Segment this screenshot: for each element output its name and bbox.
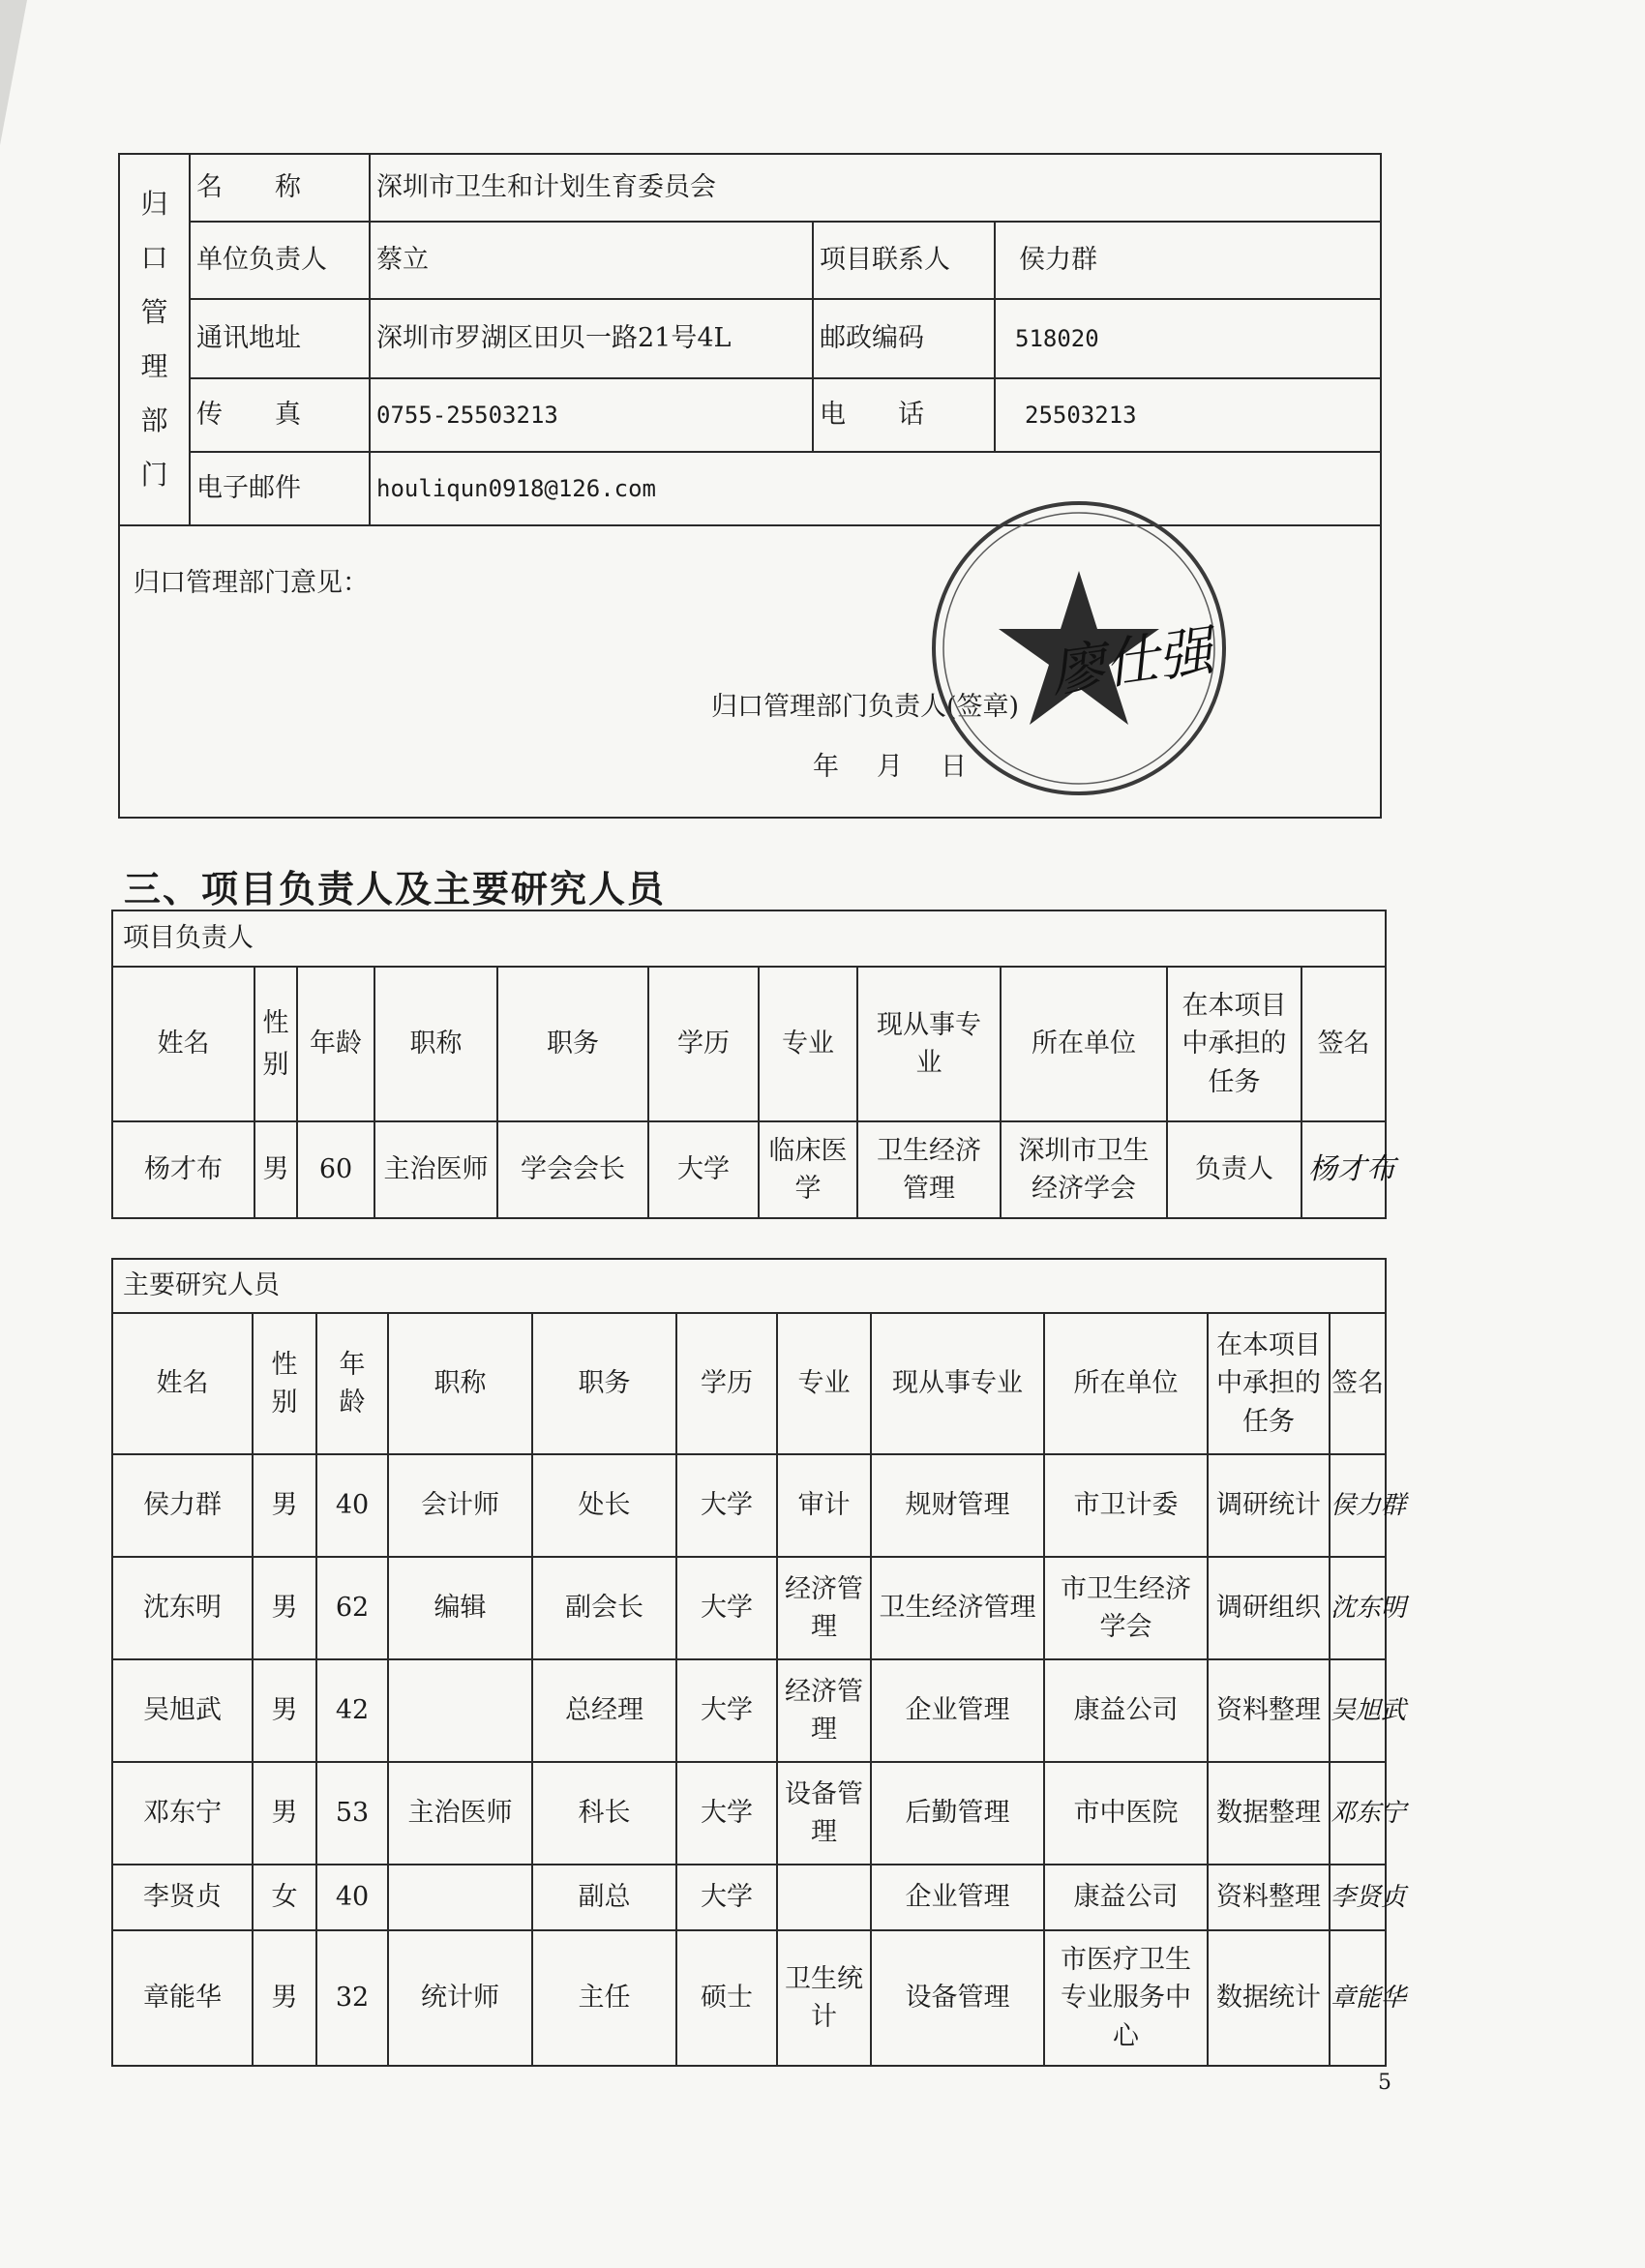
header-age: 年龄: [297, 967, 374, 1121]
researcher-education: 大学: [676, 1762, 777, 1865]
researcher-age: 53: [316, 1762, 388, 1865]
researcher-name: 李贤贞: [112, 1865, 253, 1930]
r-header-current-field: 现从事专业: [871, 1313, 1044, 1454]
researcher-gender: 女: [253, 1865, 316, 1930]
email-label: 电子邮件: [190, 452, 370, 525]
header-task: 在本项目中承担的任务: [1167, 967, 1301, 1121]
opinion-label: 归口管理部门意见：: [134, 568, 369, 598]
researcher-major: [777, 1865, 871, 1930]
table-row: [112, 1454, 1386, 1557]
researcher-signature: [1330, 1659, 1407, 1762]
researchers-section-label: 主要研究人员: [112, 1259, 1386, 1313]
researcher-signature: [1330, 1762, 1407, 1865]
researcher-signature: [1330, 1454, 1407, 1557]
researcher-gender: 男: [253, 1557, 316, 1659]
researcher-name: 侯力群: [112, 1454, 253, 1557]
researcher-task: 调研统计: [1208, 1454, 1330, 1557]
header-current-field: 现从事专业: [857, 967, 1001, 1121]
researcher-name: 沈东明: [112, 1557, 253, 1659]
r-header-major: 专业: [777, 1313, 871, 1454]
researcher-unit: 市卫生经济学会: [1044, 1557, 1208, 1659]
address-value: 深圳市罗湖区田贝一路21号4L: [370, 299, 813, 378]
researcher-current-field: 设备管理: [871, 1930, 1044, 2066]
researcher-major: 审计: [777, 1454, 871, 1557]
researcher-unit: 市卫计委: [1044, 1454, 1208, 1557]
r-header-unit: 所在单位: [1044, 1313, 1208, 1454]
researcher-task: 数据整理: [1208, 1762, 1330, 1865]
researcher-task: 资料整理: [1208, 1659, 1330, 1762]
researcher-signature-text: 邓东宁: [1331, 1799, 1407, 1829]
zip-value: 518020: [995, 299, 1381, 378]
researcher-gender: 男: [253, 1454, 316, 1557]
address-label: 通讯地址: [190, 299, 370, 378]
researcher-signature-text: 侯力群: [1331, 1491, 1407, 1521]
researchers-rows: [112, 1454, 1407, 2066]
leader-title: 主治医师: [374, 1121, 497, 1218]
leader-age: 60: [297, 1121, 374, 1218]
r-header-gender: 性别: [253, 1313, 316, 1454]
researcher-name: 邓东宁: [112, 1762, 253, 1865]
researcher-signature-text: 吴旭武: [1331, 1696, 1407, 1726]
header-education: 学历: [648, 967, 759, 1121]
researcher-age: 62: [316, 1557, 388, 1659]
researcher-gender: 男: [253, 1762, 316, 1865]
researcher-position: 科长: [532, 1762, 676, 1865]
researcher-task: 调研组织: [1208, 1557, 1330, 1659]
researcher-signature-text: 李贤贞: [1331, 1883, 1407, 1913]
contact-label: 项目联系人: [813, 222, 995, 299]
leader-table: [111, 910, 1395, 1219]
r-header-task: 在本项目中承担的任务: [1208, 1313, 1330, 1454]
researcher-unit: 康益公司: [1044, 1865, 1208, 1930]
phone-label: 电 话: [813, 378, 995, 452]
phone-value: 25503213: [995, 378, 1381, 452]
researcher-position: 主任: [532, 1930, 676, 2066]
researcher-unit: 市医疗卫生专业服务中心: [1044, 1930, 1208, 2066]
r-header-education: 学历: [676, 1313, 777, 1454]
researcher-signature: [1330, 1930, 1407, 2066]
researcher-signature: [1330, 1557, 1407, 1659]
zip-label: 邮政编码: [813, 299, 995, 378]
leader-task: 负责人: [1167, 1121, 1301, 1218]
r-header-title: 职称: [388, 1313, 532, 1454]
researcher-name: 吴旭武: [112, 1659, 253, 1762]
researcher-title: [388, 1659, 532, 1762]
researcher-position: 副总: [532, 1865, 676, 1930]
researcher-education: 大学: [676, 1865, 777, 1930]
researcher-title: [388, 1865, 532, 1930]
leader-position: 学会会长: [497, 1121, 648, 1218]
date-label: 年 月 日: [813, 752, 972, 782]
researcher-major: 卫生统计: [777, 1930, 871, 2066]
fax-label: 传 真: [190, 378, 370, 452]
name-label: 名 称: [190, 154, 370, 222]
researcher-education: 硕士: [676, 1930, 777, 2066]
header-gender: 性别: [254, 967, 297, 1121]
researcher-major: 经济管理: [777, 1659, 871, 1762]
unit-side-label: [119, 154, 190, 525]
r-header-name: 姓名: [112, 1313, 253, 1454]
researcher-title: 主治医师: [388, 1762, 532, 1865]
header-major: 专业: [759, 967, 857, 1121]
researcher-age: 32: [316, 1930, 388, 2066]
leader-section-label: 项目负责人: [112, 910, 1386, 967]
researcher-age: 40: [316, 1865, 388, 1930]
fax-value: 0755-25503213: [370, 378, 813, 452]
researcher-major: 经济管理: [777, 1557, 871, 1659]
researcher-signature-text: 章能华: [1331, 1984, 1407, 2014]
unit-side-label-text: 归口管理部门: [140, 188, 168, 491]
table-row: [112, 1659, 1386, 1762]
r-header-age: 年龄: [316, 1313, 388, 1454]
researcher-unit: 康益公司: [1044, 1659, 1208, 1762]
researcher-education: 大学: [676, 1557, 777, 1659]
page-corner-shadow: [0, 0, 27, 145]
researcher-position: 副会长: [532, 1557, 676, 1659]
table-row: [112, 1930, 1386, 2066]
contact-value: 侯力群: [995, 222, 1381, 299]
table-row: [112, 1865, 1386, 1930]
leader-signature: [1301, 1121, 1395, 1218]
leader-major: 临床医学: [759, 1121, 857, 1218]
researcher-age: 40: [316, 1454, 388, 1557]
researcher-major: 设备管理: [777, 1762, 871, 1865]
table-row: [112, 1762, 1386, 1865]
researcher-position: 处长: [532, 1454, 676, 1557]
researcher-current-field: 卫生经济管理: [871, 1557, 1044, 1659]
researcher-unit: 市中医院: [1044, 1762, 1208, 1865]
researcher-task: 数据统计: [1208, 1930, 1330, 2066]
leader-signature-text: 杨才布: [1308, 1152, 1395, 1187]
researcher-task: 资料整理: [1208, 1865, 1330, 1930]
leader-label: 单位负责人: [190, 222, 370, 299]
leader-education: 大学: [648, 1121, 759, 1218]
email-value: houliqun0918@126.com: [370, 452, 1381, 525]
researcher-position: 总经理: [532, 1659, 676, 1762]
section-title: 三、项目负责人及主要研究人员: [124, 868, 667, 910]
header-title: 职称: [374, 967, 497, 1121]
researcher-title: 统计师: [388, 1930, 532, 2066]
researcher-gender: 男: [253, 1930, 316, 2066]
researcher-education: 大学: [676, 1659, 777, 1762]
researcher-age: 42: [316, 1659, 388, 1762]
page-number: 5: [1378, 2071, 1391, 2095]
header-signature: 签名: [1301, 967, 1386, 1121]
researcher-current-field: 企业管理: [871, 1659, 1044, 1762]
header-name: 姓名: [112, 967, 254, 1121]
header-unit: 所在单位: [1001, 967, 1167, 1121]
researcher-gender: 男: [253, 1659, 316, 1762]
researcher-current-field: 后勤管理: [871, 1762, 1044, 1865]
leader-name: 杨才布: [112, 1121, 254, 1218]
leader-unit: 深圳市卫生经济学会: [1001, 1121, 1167, 1218]
researchers-table: [111, 1258, 1407, 2067]
leader-current-field: 卫生经济管理: [857, 1121, 1001, 1218]
researcher-signature-text: 沈东明: [1331, 1594, 1407, 1624]
r-header-position: 职务: [532, 1313, 676, 1454]
leader-gender: 男: [254, 1121, 297, 1218]
researcher-title: 会计师: [388, 1454, 532, 1557]
name-value: 深圳市卫生和计划生育委员会: [370, 154, 1381, 222]
responsible-signature: 廖仕强: [1046, 619, 1217, 705]
researcher-education: 大学: [676, 1454, 777, 1557]
researcher-current-field: 企业管理: [871, 1865, 1044, 1930]
header-position: 职务: [497, 967, 648, 1121]
table-row: [112, 1557, 1386, 1659]
r-header-signature: 签名: [1330, 1313, 1386, 1454]
researcher-title: 编辑: [388, 1557, 532, 1659]
researcher-signature: [1330, 1865, 1407, 1930]
leader-value: 蔡立: [370, 222, 813, 299]
researcher-current-field: 规财管理: [871, 1454, 1044, 1557]
responsible-label: 归口管理部门负责人(签章): [711, 692, 1020, 722]
researcher-name: 章能华: [112, 1930, 253, 2066]
